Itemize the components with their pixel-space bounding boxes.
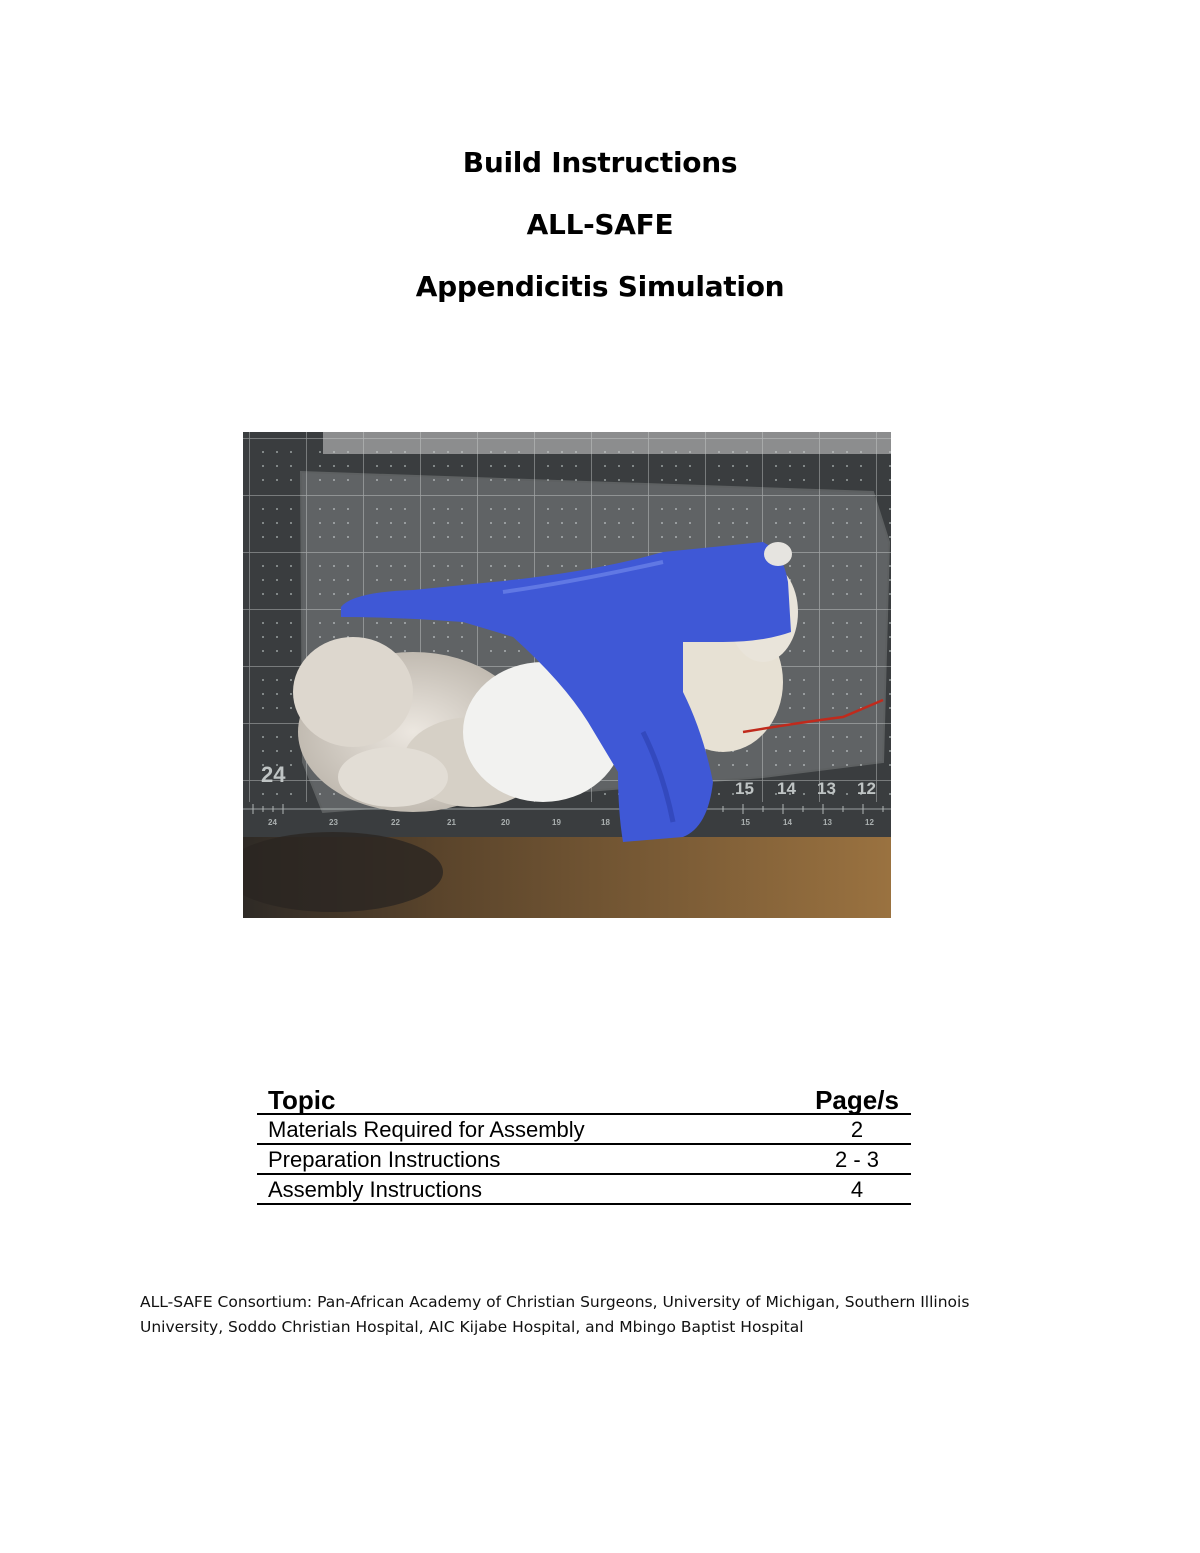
ruler-small-number: 24 (268, 818, 277, 827)
ruler-small-number: 22 (391, 818, 400, 827)
toc-row (257, 1115, 911, 1145)
ruler-small-number: 14 (783, 818, 792, 827)
toc-row-pages: 4 (850, 1177, 864, 1202)
toc-header-pages: Page/s (815, 1085, 899, 1115)
toc-row-pages: 2 (850, 1117, 864, 1142)
footer-line-2: University, Soddo Christian Hospital, AIC Kijabe Hospital, and Mbingo Baptist Hospital (140, 1318, 804, 1336)
toc-row (257, 1175, 911, 1205)
title-line-2: ALL-SAFE (526, 208, 674, 241)
toc-header-row (257, 1083, 911, 1115)
ruler-small-number: 19 (552, 818, 561, 827)
ruler-small-number: 21 (447, 818, 456, 827)
consortium-footer (140, 1290, 1040, 1340)
ruler-number: 13 (817, 779, 836, 798)
ruler-small-number: 13 (823, 818, 832, 827)
ruler-number: 15 (735, 779, 754, 798)
ruler-number: 12 (857, 779, 876, 798)
toc-row (257, 1145, 911, 1175)
toc-row-topic: Materials Required for Assembly (268, 1117, 585, 1142)
ruler-small-number: 18 (601, 818, 610, 827)
footer-line-1: ALL-SAFE Consortium: Pan-African Academy of Christian Surgeons, University of Michigan, Southern Illinois (140, 1293, 970, 1311)
table-of-contents (257, 1083, 911, 1205)
simulator-photo (243, 432, 891, 918)
ruler-number: 14 (777, 779, 796, 798)
ruler-number: 24 (261, 762, 286, 787)
simulator-photo-illustration (243, 432, 891, 918)
title-line-3: Appendicitis Simulation (415, 270, 785, 303)
title-line-1: Build Instructions (462, 146, 738, 179)
ruler-small-number: 20 (501, 818, 510, 827)
toc-row-topic: Assembly Instructions (268, 1177, 482, 1202)
ruler-small-number: 23 (329, 818, 338, 827)
toc-header-topic: Topic (268, 1085, 336, 1115)
toc-row-topic: Preparation Instructions (268, 1147, 501, 1172)
ruler-small-number: 15 (741, 818, 750, 827)
ruler-small-number: 12 (865, 818, 874, 827)
toc-row-pages: 2 - 3 (834, 1147, 880, 1172)
